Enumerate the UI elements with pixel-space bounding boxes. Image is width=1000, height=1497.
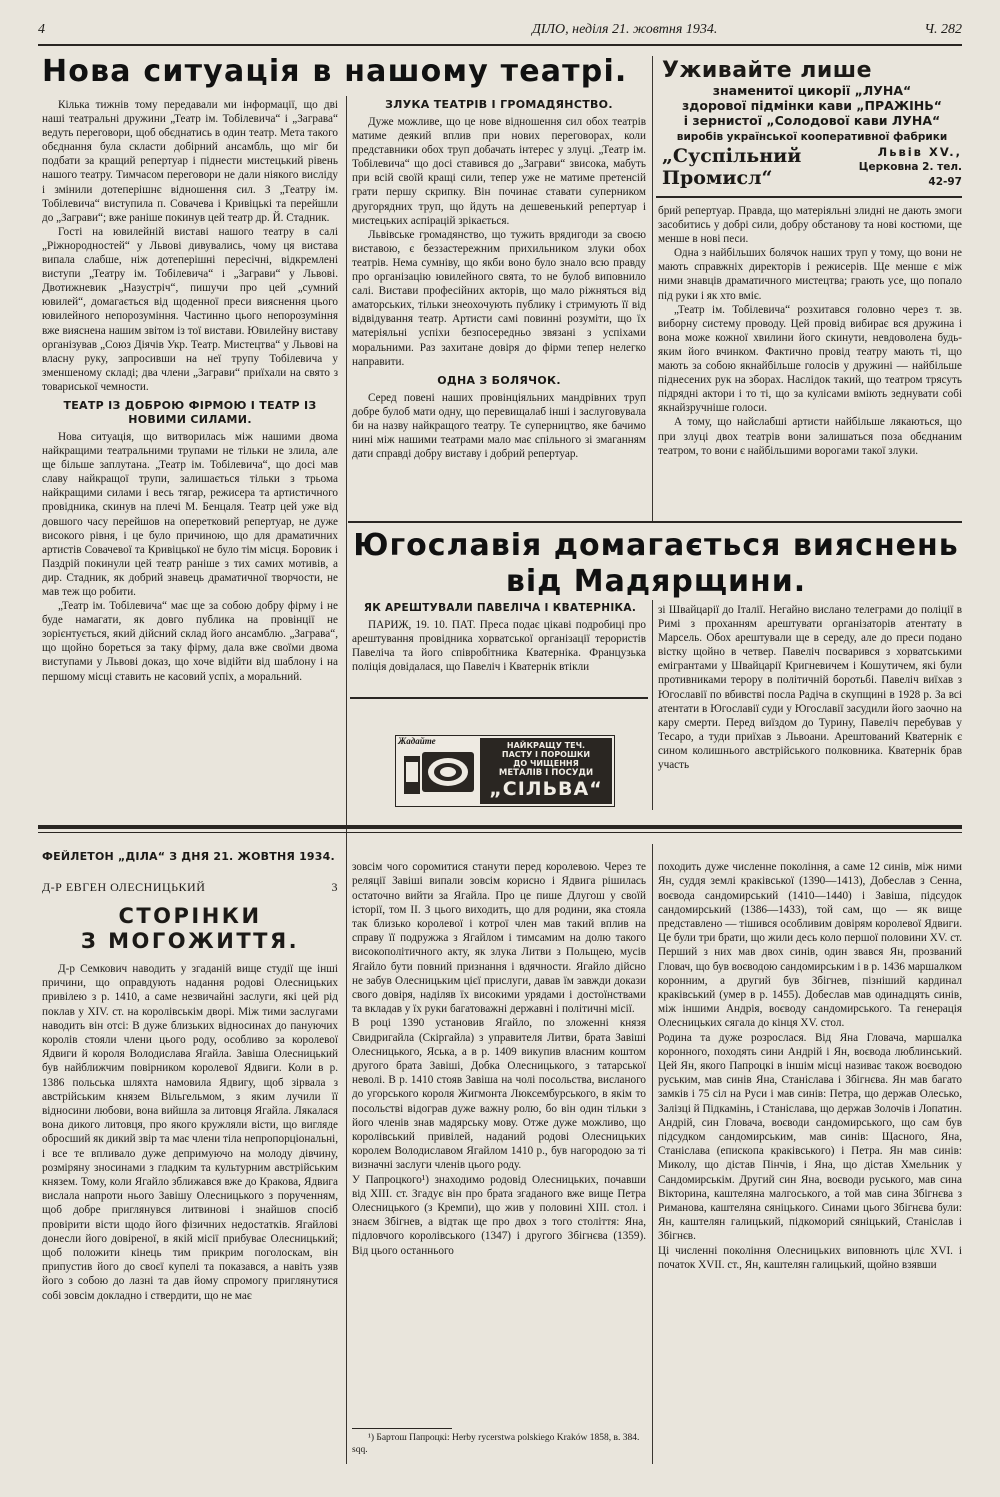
paragraph: Нова ситуація, що витворилась між нашими двома найкращими театральними трупами не тільки не злила, але ще більше заплутана. „Театр ім. Тобілевича“, що досі мав славу найкращої трупи, залишається тільки з трьома найкращими силами і весь тягар, режисера та артистичного провідника, скинув на плечі М. Бенцаля. Театр цей уже від довшого часу перейшов на оперетковий репертуар, не дуже високого рівня, і це було причиною, що для драматичних артистів Совачевої та Кривіцької не було тім місця. Боровик і Паздрій покинули цей театр раніше з тих самих мотивів, а дир. Стадник, як добрий знавець драматичної творчости, не мав теж що робити. [42,430,338,598]
ad-text [480,738,612,804]
article2-title [350,528,962,600]
article2-subhead: ЯК АРЕШТУВАЛИ ПАВЕЛІЧА І КВАТЕРНІКА. [363,602,637,614]
ad-address: Церковна 2. тел. 42-97 [858,161,962,188]
paragraph: Гості на ювилейній виставі нашого театру в салі „Ріжнородностей“ у Львові дивувались, чому ця вистава випала слабше, ніж дотеперішні пересічні, відкремлені виступи „Театру ім. Тобілевича“ і „Заграви“ у Львові. Двотижневик „Назустріч“, пишучи про цей „сумний ювилей“, домагається від щоденної преси вияснення цього ювилейного непорозуміння. Частинно цього непорозуміння вже вияснена нашим звітом із тої вистави. Ювилейну виставу організував „Союз Діячів Укр. Театр. Мистецтва“ у Львові на власну руку, запросивши на неї трупу Тобілевича у зменшеному складі; два члени „Заграви“ приїхали на свято з товариської чемности. [42,225,338,393]
ad-line: МЕТАЛІВ І ПОСУДИ [498,768,594,778]
ad-line: НАЙКРАЩУ ТЕЧ. [506,741,586,750]
feuilleton-author: Д-Р ЕВГЕН ОЛЕСНИЦЬКИЙ [42,880,206,894]
masthead: ДІЛО, неділя 21. жовтня 1934. [531,22,718,37]
ad-brand: „СІЛЬВА“ [489,778,603,800]
paragraph: Кілька тижнів тому передавали ми інформації, що дві наші театральні дружини „Театр ім. Тобілевича“ і „Заграва“ ведуть переговори, щоб обєднатись в один театр. Мета такого обєднання була скласти добірний ансамбль, що міг би подбати за кращий репертуар і піднести мистецький рівень нашого театру. Тимчасом переговори не дали ніякого висліду і змінили дотеперішнє відношення сил. З „Театру ім. Тобілевича“ виступила п. Совачева і Кривіцькі та перейшли до „Заграви“; вже раніше покинув цей театр др. Й. Стадник. [42,99,338,224]
feuilleton-rule [38,825,962,829]
paragraph: А тому, що найслабші артисти найбільше лякаються, що при злуці двох театрів вони залишаться поза обєднаним театром, то вони є найбільшими ворогами такої злуки. [658,416,962,457]
feuilleton-column-3 [658,846,962,1460]
ad-line: ПАСТУ І ПОРОШКИ [501,750,591,759]
column-rule [346,96,347,521]
feuilleton-column-2 [352,846,646,1424]
article1-column-3 [658,204,962,516]
paragraph: „Театр ім. Тобілевича“ має ще за собою добру фірму і не буде намагати, як довго публика на провінції не зорієнтується, який дійсний склад його ансамблю. „Заграва“, що щойно бореться за таку фірму, дала вже своїми двома виступами у Львові доказ, що хоче відійти від шаблону і на першому місці ставить не касовий успіх, а моральний. [42,600,338,683]
article2-column-left [352,618,646,690]
feuilleton-title-line2: З МОГОЖИТТЯ. [80,929,300,953]
header-rule [38,44,962,46]
paragraph: походить дуже численне покоління, а саме 12 синів, між ними Ян, суддя землі краківської (1390—1413), Добеслав з Сенна, воєвода сандомирський (1410—1440) і Завіша, підсудок сандомирський (1386—1433), той сам, що — як вище представлено — тішився особливим довірям королевої Ядвиги. Це були три брати, що жили десь коло першої половини XV. ст. Перший з них мав двох синів, один звався Ян, прозваний Гловач, що був воєводою сандомирським і в р. 1436 маршалком коронним, а другий був Збігнев, пізніший кардинал краківський (умер в р. 1455). Добеслав мав одинадцять синів, між іншими Андрія, воєводу сандомирського. Та генерація Олесницьких сягала до кінця XV. стол. Родина та дуже розрослася. Від Яна Гловача, маршалка коронного, походять сини Андрій і Ян, воєвода люблинський. Цей Ян, якого Папроцкі в іншім місці називає також воєводою руським, мав синів Яна, Станіслава і Збігнєва. Ян мав багато замків і 75 сіл на Руси і мав синів: Петра, що держав Олесько, Залізці й Підкамінь, і Станіслава, що держав Золочів і Лопатин. Андрій, син Гловача, воєводи сандомирського, що сам був підсудком сандомирським, мав синів: Щасного, Яна, Станіслава (епископа краківського) і Петра. Ян мав синів: Миколу, що дістав Пінчів, і Яна, що дістав Хмельник у Сандомирськім. Другий син Яна, воєводи руського, мав сина Вікторина, каштеляна малгоського, а той мав сина Збігнєва з Риманова, каштеляна сяніцького. Синами цього Збігнєва були: Ян, каштелян галицький, підкоморий сяніцький, Станіслав і Збігнєв. Ці численні покоління Олесницьких виповнють цілє XVI. і початок XVII. ст., Ян, каштелян галицький, щойно взявши [658,861,962,1271]
paragraph: зі Швайцарії до Італії. Негайно вислано телеграми до поліції в Римі з проханням арештувати організаторів атентату в Марсель. Обох арештували ще в середу, але до преси подано вістку щойно в четвер. Павеліч посварився з хорватськими емігрантами у Швайцарії Кригневичем і Кошутичем, які були противниками терору в політичній боротьбі. Павеліч виїхав з Югославії по вбивстві посла Радіча в скупщині в 1928 р. За всі атентати в Югославії суди у Югославії засудили його заочно на кару смерти. Перед виїздом до Турину, Павеліч перебував у Тесаро, а туди приїхав з Львоани. Арештований Кватернік є сином колишнього австрійського полковника. Кватернік брав участь [658,604,962,772]
ad-city: Львів XV., [877,145,962,159]
ad-brand-small: Жадайте [398,736,436,746]
paragraph: ПАРИЖ, 19. 10. ПАТ. Преса подає цікаві подробиці про арештування провідника хорватської організації терористів Павеліча та його співробітника Кватерніка. Французька поліція довідалася, що Павеліч і Кватернік втікли [352,619,646,674]
article2-title-line2: від Мадярщини. [505,564,807,599]
paragraph: „Театр ім. Тобілевича“ розхитався головно через т. зв. виборну систему проводу. Цей провід вибирає вся дружина і вона може кожної хвилини його скинути, невдоволена будь-яким його вчинком. Фактично провід театру мають ті, що мають за собою якнайбільше голосів у дружині — найбільше піднесених рук на зборах. Наслідок такий, що театром трясуть підрядні актори і то ті, що за кулісами вміють зеднувати собі якнайзручніше голоси. [658,303,962,415]
page-header [38,22,962,42]
column-rule [652,844,653,1464]
article1-column-2 [352,98,646,516]
coffee-advertisement [662,58,962,188]
footnote: ¹) Бартош Папроцкі: Herby rycerstwa polskiego Kraków 1858, в. 384. sqq. [352,1433,640,1455]
paragraph: Львівське громадянство, що тужить врядигоди за своєю виставою, є беззастережним прихильником злуки обох театрів. Нема сумніву, що якби воно було знало всю правду про організацію ювилейного свята, то не булоб виповнило салі. Вистави професійних акторів, що мало ріжняться від аматорських, тільки знеохочують публику і стримують її від відвідування театр. Артисти самі повинні розуміти, що їх матеріяльні успіхи безпосередньо звязані з успіхами моральними. Раз захитане довіря до фірми тепер нелегко направити. [352,228,646,368]
subheading: ЗЛУКА ТЕАТРІВ І ГРОМАДЯНСТВО. [385,98,613,111]
article1-title: Нова ситуація в нашому театрі. [42,54,628,89]
footnote-rule [352,1428,452,1429]
column-rule [346,844,347,1464]
ad-line: ДО ЧИЩЕННЯ [513,759,579,768]
ad-line: здорової підмінки кави „ПРАЖІНЬ“ [682,98,942,113]
page-number: 4 [38,22,45,37]
ad-line: виробів української кооперативної фабрики [676,131,948,143]
ad-line: і зернистої „Солодової кави ЛУНА“ [683,113,941,128]
product-tin-icon [402,742,480,800]
paragraph: Д-р Семкович наводить у згаданій вище студії ще інші причини, що оправдують надання родові Олесницьких привілею з р. 1410, а саме незвичайні заслуги, які цей рід поклав у XIV. ст. на королівськім дворі. Між тими заслугами наводить він отсі: В дуже близьких відносинах до пануючих королів стояли члени цього роду, особливо за королевої Ядвиги й короля Володислава Ягайла. Завіша Олесницький був найближчим повірником королевої Ядвиги. Коли в р. 1386 польська шляхта намовила Ядвигу, щоб зірвала з австрійським князем Вільгельмом, з яким лучили її відносини любови, вона вийшла за литовця Ягайла. Лякалася вона дикого литовця, про якого кружляли вісти, що вигляде обросший як дикий звір та має члени тіла непропорціональні, і все те впливало дуже депримуючо на молоду дівчину, розміряну зносинами з гладким та культурним австрійським князем. Тому, коли Ягайло зближався вже до Кракова, Ядвига вислала напроти нього Завішу Олесницького з порученням, щоб добре приглянувся литвинові і знайшов спосіб провірити вісти щодо його фізичних недостатків. Ягайлові донесли його довіреної, в якій місії прибуває Олесницький; щоб положити кінець тим прикрим поголоскам, він припустив його до своєї купелі та показався, а навіть узяв його з собою до лазні та дав йому спромогу приглянутися собі зовсім докладно і ствердити, що не має [42,963,338,1302]
column-rule [652,600,653,810]
column-rule [346,521,347,851]
article1-column-1 [42,98,338,846]
paragraph: Одна з найбільших болячок наших труп у тому, що вони не мають справжніх директорів і режисерів. Ще менше є між ними знавців драматичного мистецтва; грають усе, що попало під руки і як хто вміє. [658,247,962,302]
subheading: ОДНА З БОЛЯЧОК. [437,373,561,387]
feuilleton-title-line1: СТОРІНКИ [118,904,262,928]
feuilleton-rule-thin [38,832,962,833]
issue-number: Ч. 282 [924,22,962,37]
paragraph: Дуже можливе, що це нове відношення сил обох театрів матиме деякий вплив при нових переговорах, коли представники обох труп добачать інтерес у злуці. „Театр ім. Тобілевича“ що досі ставився до „Заграви“ звисока, мабуть при всій своїй кращі сили, тепер уже не матиме претенсій грати першу скрипку. Він починає ставати суперником другорядних труп, що йдуть на дешевенький репертуар і мистецьких аспірацій зрікається. [352,116,646,227]
ad-company: „Суспільний Промисл“ [662,145,802,189]
article2-column-right [658,603,962,808]
section-rule [348,521,962,523]
feuilleton-title [42,904,338,954]
paragraph: брий репертуар. Правда, що матеріяльні злидні не дають змоги засобитись у добрі сили, добру обстанову та нові костюми, ще менше в нові песи. [658,205,962,246]
sylva-advertisement [395,735,615,807]
ad-line: знаменитої цикорії „ЛУНА“ [712,83,912,98]
column-rule [652,56,653,522]
feuilleton-author-row [42,880,338,895]
paragraph: Серед повені наших провінціяльних мандрівних труп добре булоб мати одну, що перевищалаб інші і заслуговувала би на назву найкращого театру. Те суперництво, яке бачимо нині між нашими театрами мало має спільного зі змаганням дати справді добру виставу і добрий репертуар. [352,391,646,461]
feuilleton-part: 3 [331,880,338,894]
article2-title-line1: Югославія домагається вияснень [353,528,959,563]
section-rule [350,697,648,699]
feuilleton-column-1 [42,962,338,1460]
ad-headline: Уживайте лише [662,58,873,83]
feuilleton-header: ФЕЙЛЕТОН „ДІЛА“ З ДНЯ 21. ЖОВТНЯ 1934. [42,850,335,863]
ad-bottom-rule [656,196,962,198]
paragraph: зовсім чого соромитися станути перед королевою. Через те реляції Завіші випали зовсім корисно і Ядвига рішилась остаточно вийти за Ягайла. Про це пише Длугош у своїй історії, том II. З цього виходить, що для родини, яка стояла так близько королевої і котрої член мав такий вплив на справу її подружжа з Ягайлом і тимсамим на долю такого високополітичного акту, як злука Литви з Польщею, мусів Ягайло бути повний признання і вдячности. Ягайло дійсно не забув Олесницьким цієї прислуги, давав їм завжди докази свого довіря, наділяв їх високими урядами і достоїнствами та вкладав у їх руки багатоважні державні і політичні місії. В році 1390 установив Ягайло, по зложенні князя Свидригайла (Скіргайла) з управителя Литви, брата Завіші Олесницького, Яська, а в р. 1409 викупив власним коштом другого брата Завіші, Добка Олесницького, з татарської неволі. В р. 1410 стояв Завіша на чолі посольства, висланого до угорського короля Жигмонта Люксембурського, в якім то посольстві відограв дуже важну ролю, бо він один тільки з його членів знав мадярську мову. Отже дуже можливо, що королівський привілей, наданий родові Олесницьких королем Володиславом Ягайлом 1410 р., був нагородою за ті визначні заслуги членів цього роду. У Папроцкого¹) знаходимо родовід Олесницьких, почавши від XIII. ст. Згадує він про брата згаданого вже вище Петра Олесницького (з Кремпи), що жив у половині XIII. стол. і знаєм Збігнев, а відтак ще про двох з того століття: Яна, підловчого королівського (1347) і другого Збігнєва (1359). Від цього останнього [352,861,646,1257]
subheading: ТЕАТР ІЗ ДОБРОЮ ФІРМОЮ І ТЕАТР ІЗ НОВИМИ СИЛАМИ. [63,398,317,426]
